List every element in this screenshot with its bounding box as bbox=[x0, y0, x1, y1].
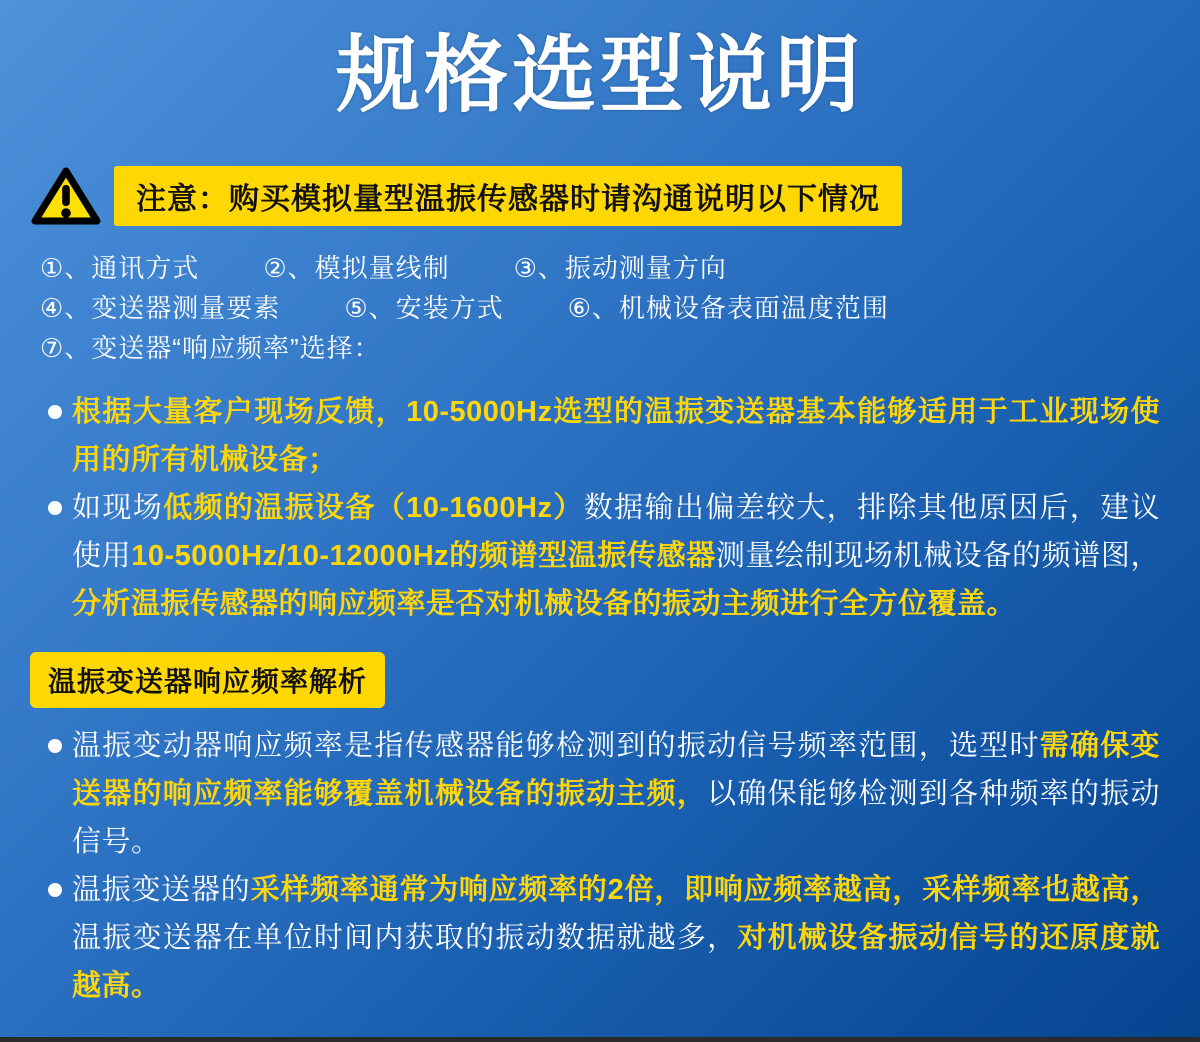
notice-banner: 注意：购买模拟量型温振传感器时请沟通说明以下情况 bbox=[114, 166, 902, 226]
numbered-item: ①、通讯方式 bbox=[40, 253, 200, 284]
numbered-item: ⑥、机械设备表面温度范围 bbox=[567, 293, 889, 324]
page-title: 规格选型说明 bbox=[335, 28, 864, 122]
numbered-list bbox=[40, 248, 1200, 368]
text-segment: 测量绘制现场机械设备的频谱图， bbox=[715, 540, 1160, 573]
numbered-row bbox=[40, 248, 1200, 288]
text-segment: 分析温振传感器的响应频率是否对机械设备的振动主频进行全方位覆盖。 bbox=[72, 588, 1017, 621]
text-segment: 需确保变送器的响应频率能够覆盖机械设备的振动主频， bbox=[72, 730, 1160, 811]
warning-triangle-icon bbox=[28, 164, 104, 228]
numbered-row bbox=[40, 328, 1200, 368]
text-segment: 温振变动器响应频率是指传感器能够检测到的振动信号频率范围，选型时 bbox=[72, 730, 1040, 763]
text-segment: 低频的温振设备（10-1600Hz） bbox=[163, 492, 584, 525]
numbered-item: ⑦、变送器“响应频率”选择： bbox=[40, 333, 381, 364]
bullet-item bbox=[72, 866, 1160, 1010]
section-label: 温振变送器响应频率解析 bbox=[30, 652, 385, 708]
bottom-bar bbox=[0, 1037, 1200, 1042]
text-segment: 如现场 bbox=[72, 492, 164, 525]
text-segment: 对机械设备振动信号的还原度就越高。 bbox=[72, 922, 1160, 1003]
text-segment: 根据大量客户现场反馈，10-5000Hz选型的温振变送器基本能够适用于工业现场使用的所有机械设备； bbox=[72, 396, 1160, 477]
text-segment: 温振变送器的 bbox=[72, 874, 251, 907]
bullet-item bbox=[72, 722, 1160, 866]
text-segment: 温振变送器在单位时间内获取的振动数据就越多， bbox=[72, 922, 738, 955]
numbered-item: ②、模拟量线制 bbox=[263, 253, 450, 284]
text-segment: 数据输出偏差较大，排除其他原因后，建议使用 bbox=[72, 492, 1160, 573]
text-segment: 采样频率通常为响应频率的2倍，即响应频率越高，采样频率也越高， bbox=[250, 874, 1160, 907]
analysis-bullet-list bbox=[0, 722, 1200, 1010]
numbered-item: ④、变送器测量要素 bbox=[40, 293, 281, 324]
text-segment: 以确保能够检测到各种频率的振动信号。 bbox=[72, 778, 1160, 859]
numbered-item: ③、振动测量方向 bbox=[513, 253, 727, 284]
notice-row bbox=[28, 164, 1200, 228]
bullet-item bbox=[72, 388, 1160, 484]
numbered-item: ⑤、安装方式 bbox=[344, 293, 504, 324]
numbered-row bbox=[40, 288, 1200, 328]
selection-bullet-list bbox=[0, 388, 1200, 628]
bullet-item bbox=[72, 484, 1160, 628]
text-segment: 10-5000Hz/10-12000Hz的频谱型温振传感器 bbox=[131, 540, 716, 573]
